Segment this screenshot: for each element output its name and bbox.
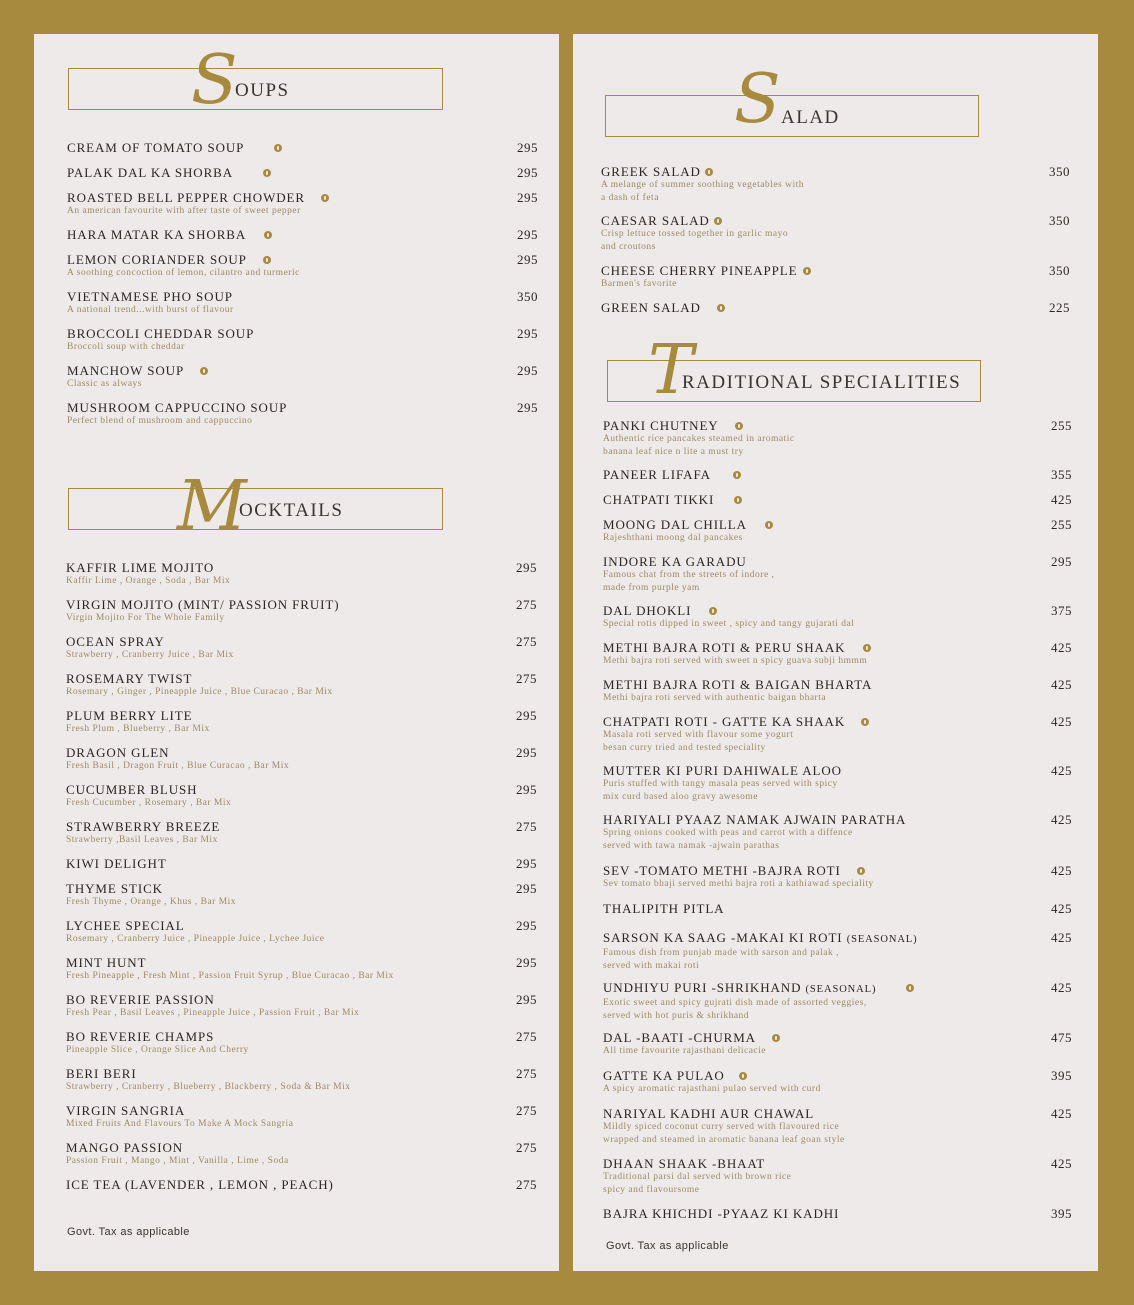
item-description-line2: served with hot puris & shrikhand [603, 1010, 750, 1021]
tax-note: Govt. Tax as applicable [67, 1226, 190, 1238]
item-price: 425 [1051, 1156, 1072, 1171]
veg-mark-icon [709, 607, 717, 615]
salad-header-text: ALAD [781, 107, 840, 128]
item-price: 275 [516, 597, 537, 612]
item-price: 275 [516, 634, 537, 649]
item-name: DHAAN SHAAK -BHAAT [603, 1156, 766, 1171]
item-description: Fresh Thyme , Orange , Khus , Bar Mix [66, 897, 237, 907]
veg-mark-icon [705, 168, 713, 176]
item-name: SARSON KA SAAG -MAKAI KI ROTI [603, 930, 843, 945]
item-name: DAL DHOKLI [603, 603, 692, 618]
item-description: Passion Fruit , Mango , Mint , Vanilla , Lime , Soda [66, 1156, 289, 1166]
seasonal-label: (SEASONAL) [805, 984, 877, 995]
item-name: CAESAR SALAD [601, 213, 710, 228]
item-description: Rosemary , Ginger , Pineapple Juice , Blue Curacao , Bar Mix [66, 687, 333, 697]
item-description: Rosemary , Cranberry Juice , Pineapple Juice , Lychee Juice [66, 934, 325, 944]
veg-mark-icon [717, 304, 725, 312]
item-description: Mixed Fruits And Flavours To Make A Mock Sangria [66, 1119, 294, 1129]
mocktail-item [66, 671, 537, 699]
item-description: Strawberry , Cranberry , Blueberry , Blackberry , Soda & Bar Mix [66, 1082, 351, 1092]
veg-mark-icon [734, 496, 742, 504]
item-price: 425 [1051, 677, 1072, 692]
item-name: LYCHEE SPECIAL [66, 918, 185, 933]
item-description: Puris stuffed with tangy masala peas served with spicy [603, 779, 838, 789]
item-description: Special rotis dipped in sweet , spicy and tangy gujarati dal [603, 619, 855, 629]
item-price: 295 [516, 918, 537, 933]
item-description: Exotic sweet and spicy gujrati dish made of assorted veggies, [603, 998, 867, 1008]
item-price: 425 [1051, 640, 1072, 655]
traditional-item [603, 763, 1072, 803]
mocktail-item [66, 1140, 537, 1168]
item-description: Fresh Cucumber , Rosemary , Bar Mix [66, 798, 232, 808]
mocktails-header-initial: M [177, 467, 247, 546]
item-name: DAL -BAATI -CHURMA [603, 1030, 756, 1045]
veg-mark-icon [739, 1072, 747, 1080]
item-name: OCEAN SPRAY [66, 634, 165, 649]
veg-mark-icon [861, 718, 869, 726]
soup-item [67, 140, 538, 155]
traditional-item [603, 492, 1072, 507]
salad-item [601, 300, 1070, 315]
item-price: 295 [516, 881, 537, 896]
mocktails-header [68, 467, 443, 546]
traditional-item [603, 901, 1072, 916]
item-name: GATTE KA PULAO [603, 1068, 725, 1083]
item-description: Strawberry , Cranberry Juice , Bar Mix [66, 650, 234, 660]
mocktail-item [66, 955, 537, 983]
item-name: MUTTER KI PURI DAHIWALE ALOO [603, 763, 842, 778]
item-name: VIRGIN MOJITO (MINT/ PASSION FRUIT) [66, 597, 340, 612]
traditional-item [603, 554, 1072, 594]
traditional-item [603, 1156, 1072, 1196]
traditional-item [603, 1030, 1072, 1058]
mocktail-item [66, 856, 537, 871]
traditional-item [603, 640, 1072, 668]
item-price: 275 [516, 819, 537, 834]
item-description: Traditional parsi dal served with brown rice [603, 1172, 792, 1182]
item-name: BO REVERIE CHAMPS [66, 1029, 215, 1044]
salad-header [605, 60, 979, 139]
item-price: 425 [1051, 901, 1072, 916]
item-price: 425 [1051, 714, 1072, 729]
veg-mark-icon [857, 867, 865, 875]
soup-item [67, 190, 538, 218]
veg-mark-icon [264, 231, 272, 239]
tax-note: Govt. Tax as applicable [606, 1240, 729, 1252]
item-description: Fresh Basil , Dragon Fruit , Blue Curacao , Bar Mix [66, 761, 290, 771]
item-name: KIWI DELIGHT [66, 856, 167, 871]
item-name: THYME STICK [66, 881, 163, 896]
mocktail-item [66, 634, 537, 662]
salad-item [601, 213, 1070, 253]
mocktail-item [66, 745, 537, 773]
item-price: 425 [1051, 930, 1072, 945]
veg-mark-icon [735, 422, 743, 430]
item-description: Barmen's favorite [601, 279, 677, 289]
item-price: 355 [1051, 467, 1072, 482]
item-price: 295 [517, 252, 538, 267]
item-description: Crisp lettuce tossed together in garlic mayo [601, 229, 789, 239]
soups-header-text: OUPS [235, 80, 290, 101]
mocktail-item [66, 918, 537, 946]
item-price: 295 [517, 165, 538, 180]
traditional-item [603, 467, 1072, 482]
veg-mark-icon [274, 144, 282, 152]
item-name: CUCUMBER BLUSH [66, 782, 198, 797]
item-description: Spring onions cooked with peas and carrot with a diffence [603, 828, 853, 838]
item-price: 295 [517, 400, 538, 415]
item-description: A national trend...with burst of flavour [67, 305, 234, 315]
item-price: 295 [517, 140, 538, 155]
traditional-item [603, 714, 1072, 754]
mocktail-item [66, 992, 537, 1020]
item-name: INDORE KA GARADU [603, 554, 747, 569]
veg-mark-icon [906, 984, 914, 992]
item-price: 395 [1051, 1206, 1072, 1221]
item-name: PANKI CHUTNEY [603, 418, 719, 433]
item-name: GREEK SALAD [601, 164, 701, 179]
veg-mark-icon [765, 521, 773, 529]
traditional-item [603, 1206, 1072, 1221]
item-name: MINT HUNT [66, 955, 147, 970]
item-name: STRAWBERRY BREEZE [66, 819, 221, 834]
item-description-line2: besan curry tried and tested speciality [603, 742, 766, 753]
item-description-line2: made from purple yam [603, 582, 700, 593]
mocktail-item [66, 782, 537, 810]
soup-item [67, 227, 538, 242]
mocktail-item [66, 819, 537, 847]
veg-mark-icon [733, 471, 741, 479]
item-description: Classic as always [67, 379, 142, 389]
right-menu-page [573, 34, 1098, 1271]
item-name: PLUM BERRY LITE [66, 708, 193, 723]
soup-item [67, 400, 538, 428]
item-price: 395 [1051, 1068, 1072, 1083]
item-price: 295 [516, 708, 537, 723]
veg-mark-icon [263, 256, 271, 264]
item-name: HARIYALI PYAAZ NAMAK AJWAIN PARATHA [603, 812, 907, 827]
item-description-line2: mix curd based aloo gravy awesome [603, 791, 758, 802]
traditional-header [607, 331, 981, 410]
soup-item [67, 363, 538, 391]
item-name: METHI BAJRA ROTI & PERU SHAAK [603, 640, 846, 655]
traditional-item [603, 1068, 1072, 1096]
item-description-line2: served with tawa namak -ajwain parathas [603, 840, 780, 851]
item-description: A spicy aromatic rajasthani pulao served with curd [603, 1084, 821, 1094]
item-description-line2: a dash of feta [601, 192, 659, 203]
item-description-line2: banana leaf nice n lite a must try [603, 446, 744, 457]
mocktail-item [66, 881, 537, 909]
veg-mark-icon [263, 169, 271, 177]
item-name: BAJRA KHICHDI -PYAAZ KI KADHI [603, 1206, 840, 1221]
veg-mark-icon [200, 367, 208, 375]
item-price: 295 [516, 782, 537, 797]
item-name: ROSEMARY TWIST [66, 671, 193, 686]
traditional-item [603, 930, 1072, 972]
item-description: Famous chat from the streets of indore , [603, 570, 775, 580]
traditional-item [603, 677, 1072, 705]
traditional-item [603, 812, 1072, 852]
item-price: 295 [517, 326, 538, 341]
veg-mark-icon [863, 644, 871, 652]
item-price: 425 [1051, 492, 1072, 507]
item-description: Masala roti served with flavour some yogurt [603, 730, 794, 740]
item-description: Rajeshthani moong dal pancakes [603, 533, 743, 543]
item-description-line2: and croutons [601, 241, 656, 252]
item-description: Fresh Pear , Basil Leaves , Pineapple Juice , Passion Fruit , Bar Mix [66, 1008, 360, 1018]
item-name: MANGO PASSION [66, 1140, 184, 1155]
veg-mark-icon [321, 194, 329, 202]
soup-item [67, 252, 538, 280]
salad-item [601, 263, 1070, 291]
item-name: BO REVERIE PASSION [66, 992, 215, 1007]
item-description-line2: spicy and flavoursome [603, 1184, 700, 1195]
item-price: 350 [1049, 263, 1070, 278]
item-price: 295 [517, 190, 538, 205]
traditional-item [603, 517, 1072, 545]
mocktail-item [66, 560, 537, 588]
item-name: ROASTED BELL PEPPER CHOWDER [67, 190, 305, 205]
item-description: Pineapple Slice , Orange Slice And Cherry [66, 1045, 249, 1055]
item-name: METHI BAJRA ROTI & BAIGAN BHARTA [603, 677, 873, 692]
soups-header [68, 41, 443, 120]
traditional-item [603, 980, 1072, 1022]
item-description: All time favourite rajasthani delicacie [603, 1046, 766, 1056]
salad-header-initial: S [734, 60, 781, 139]
item-description: Fresh Plum , Blueberry , Bar Mix [66, 724, 210, 734]
mocktail-item [66, 1029, 537, 1057]
item-description: Kaffir Lime , Orange , Soda , Bar Mix [66, 576, 231, 586]
item-price: 295 [516, 856, 537, 871]
item-name: PANEER LIFAFA [603, 467, 711, 482]
soup-item [67, 289, 538, 317]
item-name: MUSHROOM CAPPUCCINO SOUP [67, 400, 288, 415]
item-price: 295 [516, 560, 537, 575]
item-price: 425 [1051, 763, 1072, 778]
item-price: 275 [516, 1029, 537, 1044]
item-price: 275 [516, 1177, 537, 1192]
soups-header-initial: S [191, 41, 238, 120]
item-price: 275 [516, 1103, 537, 1118]
item-price: 255 [1051, 517, 1072, 532]
mocktail-item [66, 597, 537, 625]
item-price: 295 [516, 955, 537, 970]
item-price: 425 [1051, 863, 1072, 878]
item-price: 295 [517, 227, 538, 242]
item-price: 275 [516, 1140, 537, 1155]
item-name: VIETNAMESE PHO SOUP [67, 289, 233, 304]
item-name: VIRGIN SANGRIA [66, 1103, 186, 1118]
item-name: CHEESE CHERRY PINEAPPLE [601, 263, 798, 278]
item-price: 425 [1051, 1106, 1072, 1121]
mocktail-item [66, 1066, 537, 1094]
item-name: GREEN SALAD [601, 300, 701, 315]
item-price: 350 [1049, 213, 1070, 228]
left-menu-page [34, 34, 559, 1271]
item-description: Famous dish from punjab made with sarson and palak , [603, 948, 840, 958]
mocktails-header-text: OCKTAILS [239, 500, 344, 521]
item-name: UNDHIYU PURI -SHRIKHAND [603, 980, 802, 995]
item-name: NARIYAL KADHI AUR CHAWAL [603, 1106, 815, 1121]
item-description: Sev tomato bhaji served methi bajra roti a kathiawad speciality [603, 879, 874, 889]
item-price: 275 [516, 1066, 537, 1081]
veg-mark-icon [803, 267, 811, 275]
mocktail-item [66, 708, 537, 736]
item-description: Authentic rice pancakes steamed in aromatic [603, 434, 795, 444]
item-price: 425 [1051, 812, 1072, 827]
traditional-item [603, 863, 1072, 891]
item-name: SEV -TOMATO METHI -BAJRA ROTI [603, 863, 841, 878]
soup-item [67, 165, 538, 180]
traditional-header-text: RADITIONAL SPECIALITIES [682, 372, 962, 393]
item-name: CHATPATI ROTI - GATTE KA SHAAK [603, 714, 846, 729]
item-price: 275 [516, 671, 537, 686]
item-name: LEMON CORIANDER SOUP [67, 252, 247, 267]
item-name: PALAK DAL KA SHORBA [67, 165, 234, 180]
item-name: MOONG DAL CHILLA [603, 517, 747, 532]
item-description: A soothing concoction of lemon, cilantro and turmeric [67, 268, 300, 278]
mocktail-item [66, 1103, 537, 1131]
item-name: BERI BERI [66, 1066, 137, 1081]
traditional-item [603, 1106, 1072, 1146]
item-description: Fresh Pineapple , Fresh Mint , Passion Fruit Syrup , Blue Curacao , Bar Mix [66, 971, 394, 981]
item-description-line2: served with makai roti [603, 960, 700, 971]
item-name: DRAGON GLEN [66, 745, 170, 760]
item-description: Virgin Mojito For The Whole Family [66, 613, 225, 623]
item-price: 350 [1049, 164, 1070, 179]
item-price: 425 [1051, 980, 1072, 995]
item-description-line2: wrapped and steamed in aromatic banana leaf goan style [603, 1134, 845, 1145]
item-price: 225 [1049, 300, 1070, 315]
item-description: Perfect blend of mushroom and cappuccino [67, 416, 253, 426]
item-description: A melange of summer soothing vegetables with [601, 180, 804, 190]
salad-item [601, 164, 1070, 204]
item-description: Mildly spiced coconut curry served with flavoured rice [603, 1122, 840, 1132]
traditional-header-initial: T [648, 331, 694, 410]
soup-item [67, 326, 538, 354]
item-price: 295 [517, 363, 538, 378]
item-description: An american favourite with after taste of sweet pepper [67, 206, 301, 216]
veg-mark-icon [772, 1034, 780, 1042]
item-price: 295 [1051, 554, 1072, 569]
mocktail-item [66, 1177, 537, 1192]
item-name: CREAM OF TOMATO SOUP [67, 140, 245, 155]
item-name: THALIPITH PITLA [603, 901, 725, 916]
item-price: 475 [1051, 1030, 1072, 1045]
item-price: 295 [516, 992, 537, 1007]
item-description: Broccoli soup with cheddar [67, 342, 185, 352]
item-description: Methi bajra roti served with sweet n spicy guava subji hmmm [603, 656, 868, 666]
item-price: 255 [1051, 418, 1072, 433]
item-description: Methi bajra roti served with authentic baigan bharta [603, 693, 827, 703]
traditional-item [603, 418, 1072, 458]
item-price: 375 [1051, 603, 1072, 618]
item-price: 295 [516, 745, 537, 760]
item-name: KAFFIR LIME MOJITO [66, 560, 215, 575]
seasonal-label: (SEASONAL) [846, 934, 918, 945]
item-name: BROCCOLI CHEDDAR SOUP [67, 326, 255, 341]
item-name: MANCHOW SOUP [67, 363, 185, 378]
item-name: HARA MATAR KA SHORBA [67, 227, 247, 242]
item-name: ICE TEA (LAVENDER , LEMON , PEACH) [66, 1177, 334, 1192]
traditional-item [603, 603, 1072, 631]
item-description: Strawberry ,Basil Leaves , Bar Mix [66, 835, 218, 845]
item-name: CHATPATI TIKKI [603, 492, 715, 507]
item-price: 350 [517, 289, 538, 304]
veg-mark-icon [714, 217, 722, 225]
